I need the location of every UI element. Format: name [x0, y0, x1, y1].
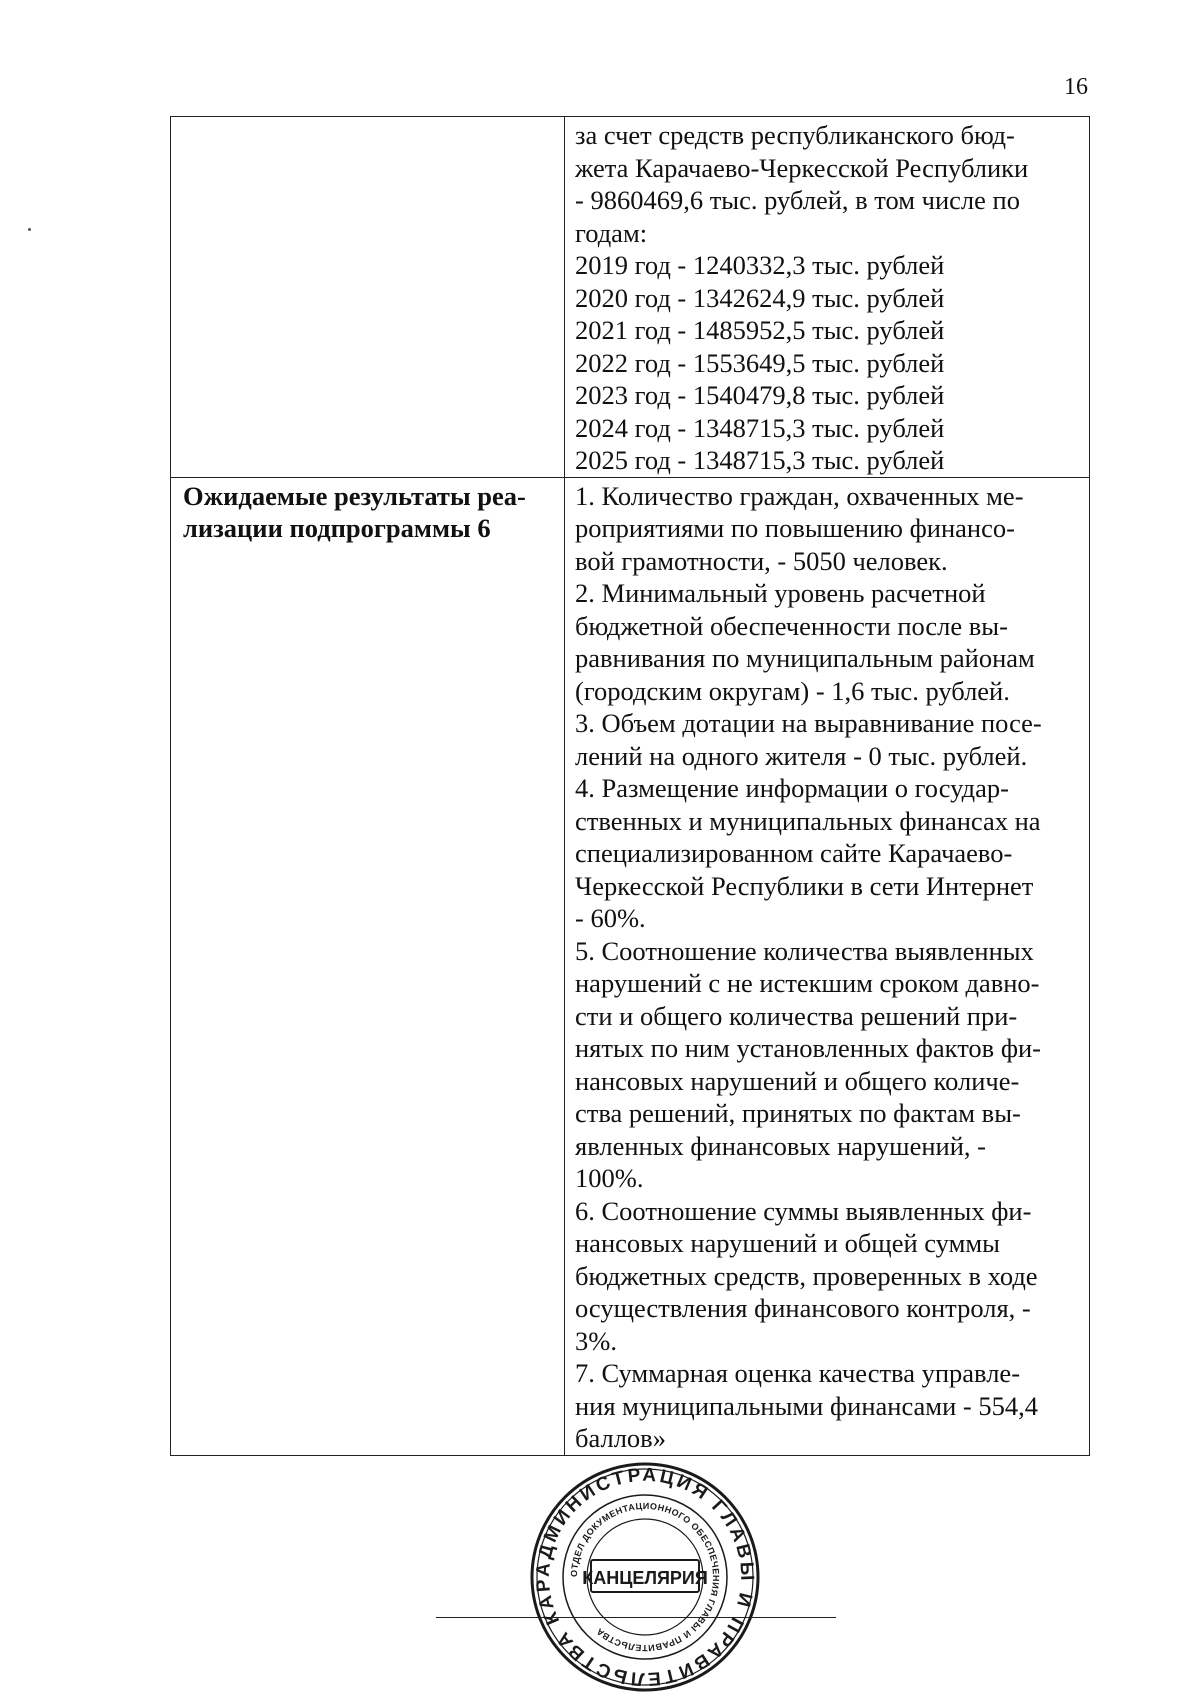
seal-graphic [525, 1460, 765, 1694]
funding-left-cell [171, 117, 565, 478]
subprogram-passport-table [170, 116, 1090, 1456]
table-row-expected-results [171, 477, 1090, 1455]
result-item-6-line: нансовых нарушений и общей суммы [575, 1228, 1000, 1258]
result-item-3-line: лений на одного жителя - 0 тыс. рублей. [575, 740, 1028, 771]
result-item-5-line: ства решений, принятых по фактам вы- [575, 1098, 1021, 1128]
result-item-6-line: 3%. [575, 1325, 617, 1356]
result-item-4-line: 4. Размещение информации о государ- [575, 773, 1010, 803]
page-number: 16 [1064, 74, 1088, 100]
result-item-2-line: 2. Минимальный уровень расчетной [575, 578, 986, 608]
result-item-4-line: ственных и муниципальных финансах на [575, 805, 1041, 836]
funding-year-2021: 2021 год - 1485952,5 тыс. рублей [575, 315, 945, 345]
result-item-1-line: 1. Количество граждан, охваченных ме- [575, 480, 1024, 511]
official-seal [525, 1460, 765, 1694]
scan-speck [28, 228, 31, 231]
funding-line: - 9860469,6 тыс. рублей, в том числе по [575, 185, 1020, 215]
result-item-1-line: роприятиями по повышению финансо- [575, 513, 1015, 543]
table-row-funding [171, 117, 1090, 478]
result-item-5-line: нятых по ним установленных фактов фи- [575, 1033, 1042, 1063]
funding-year-2025: 2025 год - 1348715,3 тыс. рублей [575, 445, 945, 475]
seal-inner-text: ОТДЕЛ ДОКУМЕНТАЦИОННОГО ОБЕСПЕЧЕНИЯ ГЛАВЫ И ПРАВИТЕЛЬСТВА [568, 1500, 722, 1654]
seal-outer-text: АДМИНИСТРАЦИЯ ГЛАВЫ И ПРАВИТЕЛЬСТВА КАР [532, 1464, 758, 1690]
expected-results-list-cell [565, 477, 1090, 1455]
result-item-5-line: 5. Соотношение количества выявленных [575, 935, 1034, 966]
result-item-5-line: явленных финансовых нарушений, - [575, 1130, 986, 1161]
result-item-2-line: равнивания по муниципальным районам [575, 643, 1035, 673]
funding-line: жета Карачаево-Черкесской Республики [575, 152, 1029, 183]
funding-line: годам: [575, 217, 648, 248]
result-item-4-line: - 60%. [575, 903, 646, 933]
expected-results-label-cell [171, 477, 565, 1455]
result-item-1-line: вой грамотности, - 5050 человек. [575, 545, 948, 576]
expected-results-label-line: Ожидаемые результаты реа- [183, 480, 526, 511]
result-item-6-line: бюджетных средств, проверенных в ходе [575, 1260, 1038, 1291]
funding-year-2023: 2023 год - 1540479,8 тыс. рублей [575, 380, 945, 410]
result-item-5-line: сти и общего количества решений при- [575, 1000, 1018, 1031]
result-item-7-line: баллов» [575, 1423, 666, 1453]
result-item-6-line: осуществления финансового контроля, - [575, 1293, 1031, 1323]
funding-year-2022: 2022 год - 1553649,5 тыс. рублей [575, 347, 945, 378]
funding-year-2020: 2020 год - 1342624,9 тыс. рублей [575, 282, 945, 313]
funding-year-2024: 2024 год - 1348715,3 тыс. рублей [575, 412, 945, 443]
funding-right-cell [565, 117, 1090, 478]
expected-results-label-line: лизации подпрограммы 6 [183, 513, 491, 543]
funding-year-2019: 2019 год - 1240332,3 тыс. рублей [575, 250, 945, 280]
result-item-6-line: 6. Соотношение суммы выявленных фи- [575, 1195, 1032, 1226]
result-item-5-line: нансовых нарушений и общего количе- [575, 1065, 1020, 1096]
result-item-4-line: Черкесской Республики в сети Интернет [575, 870, 1034, 901]
result-item-7-line: 7. Суммарная оценка качества управле- [575, 1358, 1021, 1388]
result-item-3-line: 3. Объем дотации на выравнивание посе- [575, 708, 1042, 738]
result-item-4-line: специализированном сайте Карачаево- [575, 838, 1013, 868]
funding-line: за счет средств республиканского бюд- [575, 120, 1015, 150]
result-item-5-line: нарушений с не истекшим сроком давно- [575, 968, 1040, 998]
result-item-7-line: ния муниципальными финансами - 554,4 [575, 1390, 1038, 1421]
result-item-2-line: (городским округам) - 1,6 тыс. рублей. [575, 675, 1010, 706]
result-item-5-line: 100%. [575, 1163, 644, 1193]
result-item-2-line: бюджетной обеспеченности после вы- [575, 610, 1008, 641]
seal-center-text: КАНЦЕЛЯРИЯ [582, 1568, 708, 1588]
